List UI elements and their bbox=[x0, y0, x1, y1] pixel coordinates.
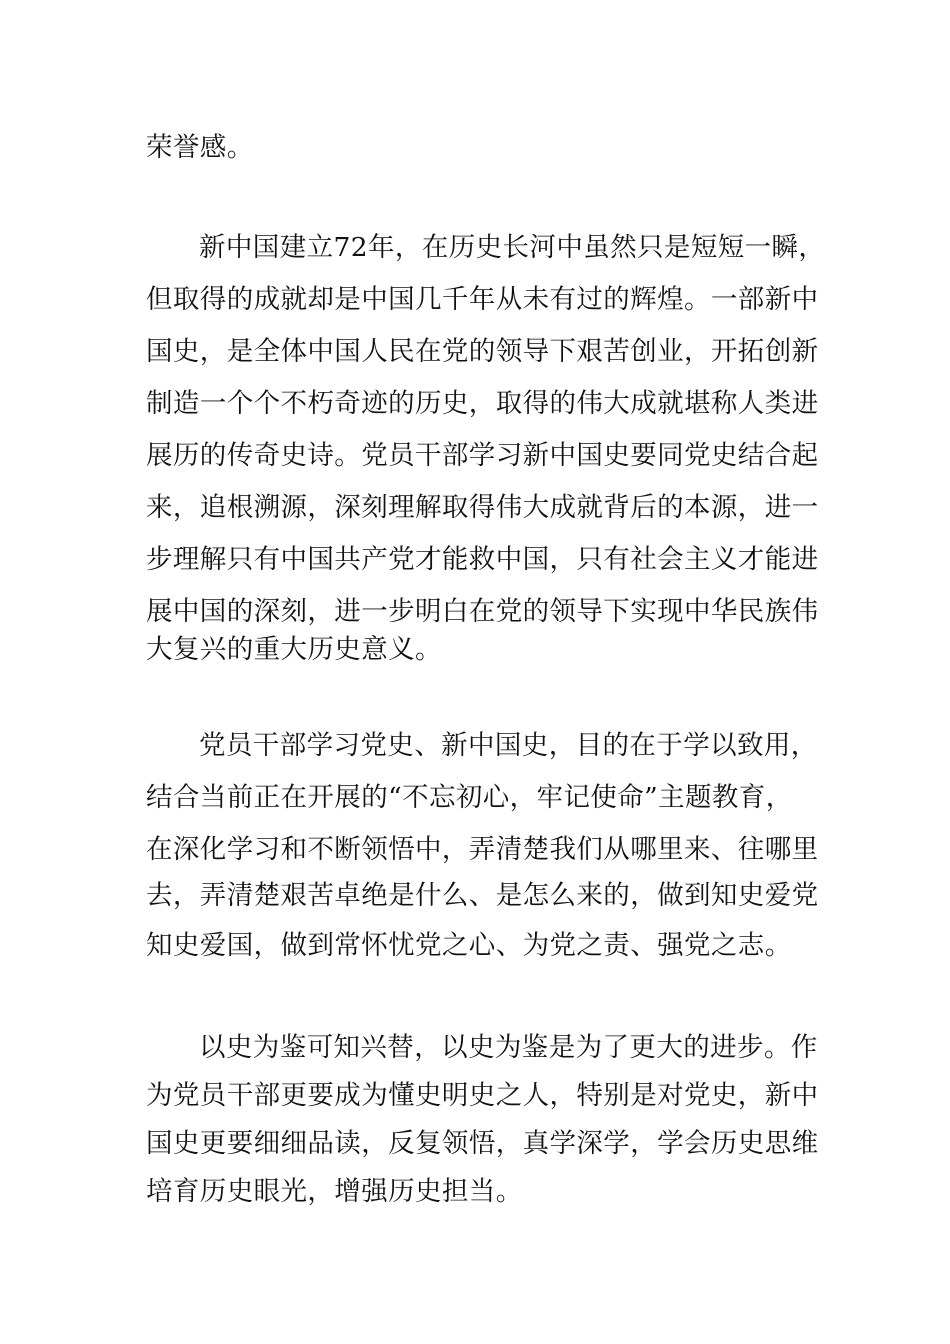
paragraph-2-line-8: 展中国的深刻，进一步明白在党的领导下实现中华民族伟 bbox=[146, 596, 819, 627]
paragraph-3-line-2: 结合当前正在开展的“不忘初心，牢记使命”主题教育， bbox=[146, 782, 793, 813]
paragraph-3-line-4: 去，弄清楚艰苦卓绝是什么、是怎么来的，做到知史爱党 bbox=[146, 880, 819, 911]
paragraph-2-line-9: 大复兴的重大历史意义。 bbox=[146, 634, 442, 665]
paragraph-4-line-1: 以史为鉴可知兴替，以史为鉴是为了更大的进步。作 bbox=[199, 1032, 818, 1063]
paragraph-2-line-2: 但取得的成就却是中国几千年从未有过的辉煌。一部新中 bbox=[146, 284, 819, 315]
paragraph-2-line-1: 新中国建立72年，在历史长河中虽然只是短短一瞬， bbox=[199, 232, 826, 263]
paragraph-2-line-5: 展历的传奇史诗。党员干部学习新中国史要同党史结合起 bbox=[146, 440, 819, 471]
paragraph-2-line-7: 步理解只有中国共产党才能救中国，只有社会主义才能进 bbox=[146, 544, 819, 575]
paragraph-4-line-2: 为党员干部更要成为懂史明史之人，特别是对党史，新中 bbox=[146, 1080, 819, 1111]
paragraph-2-line-4: 制造一个个不朽奇迹的历史，取得的伟大成就堪称人类进 bbox=[146, 388, 819, 419]
paragraph-3-line-3: 在深化学习和不断领悟中，弄清楚我们从哪里来、往哪里 bbox=[146, 834, 819, 865]
paragraph-1-line-1: 荣誉感。 bbox=[146, 132, 254, 163]
paragraph-2-line-6: 来，追根溯源，深刻理解取得伟大成就背后的本源，进一 bbox=[146, 492, 819, 523]
paragraph-2-line-3: 国史，是全体中国人民在党的领导下艰苦创业，开拓创新 bbox=[146, 336, 819, 367]
paragraph-3-line-5: 知史爱国，做到常怀忧党之心、为党之责、强党之志。 bbox=[146, 930, 792, 961]
paragraph-3-line-1: 党员干部学习党史、新中国史，目的在于学以致用， bbox=[199, 730, 818, 761]
paragraph-4-line-3: 国史更要细细品读，反复领悟，真学深学，学会历史思维 bbox=[146, 1128, 819, 1159]
paragraph-4-line-4: 培育历史眼光，增强历史担当。 bbox=[146, 1176, 523, 1207]
